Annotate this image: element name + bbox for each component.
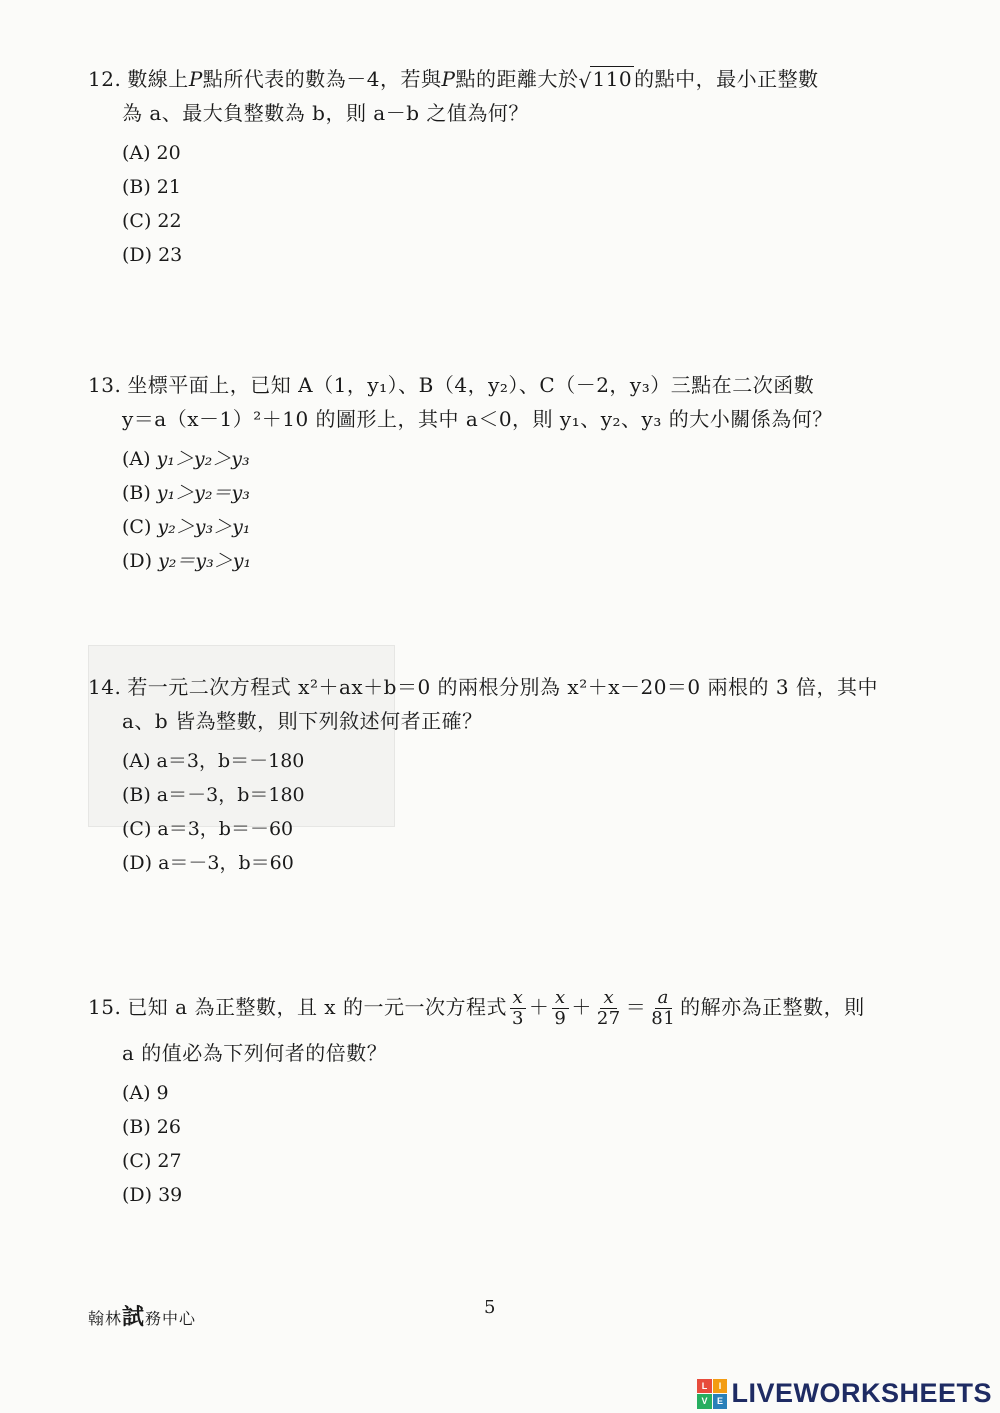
publisher-logo: 翰林試務中心 [88, 1305, 197, 1330]
question-number: 15. [88, 995, 122, 1019]
option-c[interactable]: (C) 22 [122, 210, 182, 232]
stem-text: 已知 a 為正整數，且 x 的一元一次方程式 [127, 995, 507, 1019]
option-a[interactable]: (A) 20 [122, 142, 181, 164]
stem-line-2: 為 a、最大負整數為 b，則 a－b 之值為何？ [122, 101, 529, 125]
option-a[interactable]: (A) a＝3，b＝－180 [122, 750, 305, 772]
stem-var: P [441, 67, 456, 91]
question-stem [88, 670, 908, 738]
stem-text: 數線上 [127, 67, 189, 91]
question-number: 13. [88, 373, 122, 397]
stem-text: 點的距離大於 [455, 67, 579, 91]
square-root: √ 110 [578, 67, 633, 93]
options-list [88, 136, 908, 272]
liveworksheets-watermark: L I V E LIVEWORKSHEETS [697, 1378, 992, 1409]
stem-line-2: a 的值必為下列何者的倍數？ [122, 1041, 388, 1065]
stem-line-2: y＝a（x－1）²＋10 的圖形上，其中 a＜0，則 y₁、y₂、y₃ 的大小關係為何？ [122, 407, 833, 431]
stem-var: P [188, 67, 203, 91]
question-number: 12. [88, 67, 122, 91]
question-14 [88, 670, 908, 880]
fraction-a-over-81: $\frac{a}{81}$ [651, 987, 676, 1029]
option-b[interactable]: (B) y₁＞y₂＝y₃ [122, 482, 250, 504]
stem-text: 的解亦為正整數，則 [680, 995, 865, 1019]
option-b[interactable]: (B) a＝－3，b＝180 [122, 784, 305, 806]
option-a[interactable]: (A) 9 [122, 1082, 169, 1104]
options-list [88, 1076, 908, 1212]
option-d[interactable]: (D) y₂＝y₃＞y₁ [122, 550, 252, 572]
fraction-x-over-27: $\frac{x}{27}$ [596, 987, 621, 1029]
question-number: 14. [88, 675, 122, 699]
question-15 [88, 984, 908, 1212]
option-d[interactable]: (D) 39 [122, 1184, 183, 1206]
option-d[interactable]: (D) 23 [122, 244, 183, 266]
option-c[interactable]: (C) y₂＞y₃＞y₁ [122, 516, 251, 538]
liveworksheets-logo-icon: L I V E [697, 1379, 727, 1409]
stem-text: 的點中，最小正整數 [634, 67, 819, 91]
option-d[interactable]: (D) a＝－3，b＝60 [122, 852, 294, 874]
stem-line-1: 若一元二次方程式 x²＋ax＋b＝0 的兩根分別為 x²＋x－20＝0 兩根的 3 倍，其中 [127, 675, 878, 699]
fraction-x-over-9: $\frac{x}{9}$ [551, 988, 569, 1029]
option-c[interactable]: (C) a＝3，b＝－60 [122, 818, 294, 840]
stem-line-1: 坐標平面上，已知 A（1，y₁）、B（4，y₂）、C（－2，y₃）三點在二次函數 [127, 373, 815, 397]
option-b[interactable]: (B) 21 [122, 176, 181, 198]
option-a[interactable]: (A) y₁＞y₂＞y₃ [122, 448, 250, 470]
question-12 [88, 62, 908, 272]
question-stem: 15. 已知 a 為正整數，且 x 的一元一次方程式 $\frac{x}{3}$ ＋ $\frac{x}{9}$ ＋ $\frac{x}{27}$ ＝ $\frac{a}{81}$ 的解亦為正整數，則 a 的值必為下列何者的倍數？ [88, 984, 908, 1070]
question-13 [88, 368, 908, 578]
stem-line-2: a、b 皆為整數，則下列敘述何者正確？ [122, 709, 483, 733]
options-list [88, 442, 908, 578]
stem-text: 點所代表的數為－4，若與 [202, 67, 442, 91]
fraction-x-over-3: $\frac{x}{3}$ [509, 988, 527, 1029]
page-number: 5 [484, 1297, 496, 1318]
options-list [88, 744, 908, 880]
option-c[interactable]: (C) 27 [122, 1150, 182, 1172]
question-stem [88, 368, 908, 436]
question-stem [88, 62, 908, 130]
option-b[interactable]: (B) 26 [122, 1116, 181, 1138]
